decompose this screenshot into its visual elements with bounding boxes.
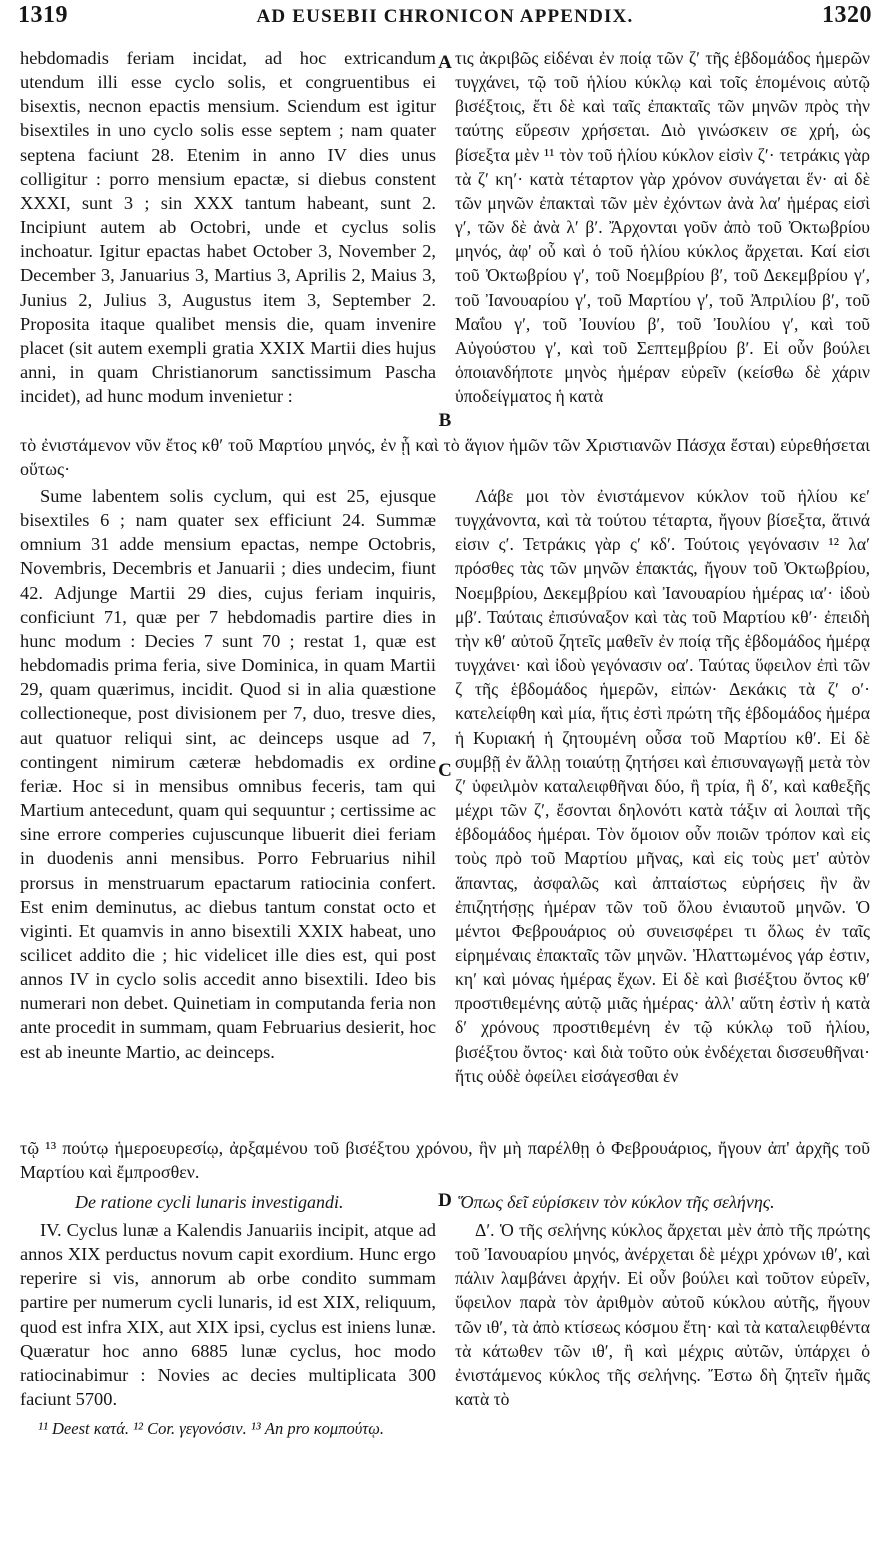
page-number-right: 1320 [822,2,872,28]
greek-column-top: τις ἀκριβῶς εἰδέναι ἐν ποίᾳ τῶν ζʹ τῆς ἑβδομάδος ἡμερῶν τυγχάνει, τῷ τοῦ ἡλίου κύκλῳ καὶ τοῖς ἑπομένοις αὐτῷ βισέξτοις, ἔτι δὲ καὶ ταῖς ἐπακταῖς τῶν μηνῶν πρὸς τὴν ταύτης εὕρεσιν χρήσεται. Διὸ γινώσκειν σε χρή, ὡς βίσεξτα μὲν ¹¹ τὸν τοῦ ἡλίου κύκλον εἰσὶν ζʹ· τετράκις γὰρ τὰ ζʹ κηʹ· κατὰ τέταρτον γὰρ χρόνον συνάγεται ἕν· αἱ δὲ τῶν μηνῶν ἐπακταὶ τῶν μὲν ἐχόντων ἀνὰ λαʹ ἡμέρας εἰσὶ γʹ, τῶν δὲ ἀνὰ λʹ βʹ. Ἄρχονται γοῦν ἀπὸ τοῦ Ὀκτωβρίου μηνός, ἀφ' οὗ καὶ ὁ τοῦ ἡλίου κύκλος ἄρχεται. Καί εἰσι τοῦ Ὀκτωβρίου γʹ, τοῦ Νοεμβρίου βʹ, τοῦ Δεκεμβρίου γʹ, τοῦ Ἰανουαρίου γʹ, τοῦ Μαρτίου γʹ, τοῦ Ἀπριλίου βʹ, τοῦ Μαΐου γʹ, τοῦ Ἰουνίου βʹ, τοῦ Ἰουλίου γʹ, καὶ τοῦ Αὐγούστου γʹ, καὶ τοῦ Σεπτεμβρίου βʹ. Εἰ οὖν βούλει ὁποιανδήποτε μηνὸς ἡμέραν εὑρεῖν (κείσθω δὲ χάριν ὑποδείγματος ἡ κατὰ [455,48,870,407]
running-header [18,2,872,36]
margin-marker-a: A [438,52,452,73]
margin-marker-b: B [438,410,452,431]
greek-column-bottom: Δʹ. Ὁ τῆς σελήνης κύκλος ἄρχεται μὲν ἀπὸ τῆς πρώτης τοῦ Ἰανουαρίου μηνός, ἀνέρχεται δὲ μέχρι χρόνων ιθʹ, καὶ πάλιν λαμβάνει ἀρχήν. Εἰ οὖν βούλει καὶ τοῦτον εὑρεῖν, ὕφειλον παρὰ τὸν ἀριθμὸν αὐτοῦ κύκλου αὐτῆς, ἤγουν τῶν ιθʹ, τὰ ἀπὸ κτίσεως κόσμου ἔτη· καὶ τὰ καταλειφθέντα τὰ κάτωθεν τῶν ιθʹ, ἢ καὶ μέχρις αὐτῶν, ὑπάρχει ὁ ἐνιστάμενος κύκλος τῆς σελήνης. Ἔστω δὴ ζητεῖν ἡμᾶς κατὰ τὸ [455,1220,870,1410]
latin-section-heading: De ratione cycli lunaris investigandi. [75,1192,344,1212]
page-number-left: 1319 [18,2,68,28]
latin-column-middle: Sume labentem solis cyclum, qui est 25, ejusque bisextiles 6 ; nam quater sex efficiunt 24. Summæ omnium 31 adde mensium epactas, nempe Octobris, Novembris, Decembris et Januarii ; dies undecim, fiunt 42. Adjunge Martii 29 dies, cujus feriam inquiris, conficiunt 71, quæ per 7 hebdomadis partire dies in hunc modum : Decies 7 sunt 70 ; restat 1, quæ est hebdomadis prima feria, sive Dominica, in quam Martii 29, quam quærimus, incidit. Quod si in alia quæstione collectioneque, post divisionem per 7, duo, tresve dies, aut quatuor reliqui sint, ac deinceps usque ad 7, contingent nimirum cæteræ hebdomadis ex ordine feriæ. Hoc si in mensibus omnibus feceris, tam qui Martium antecedunt, quam qui sequuntur ; certissime ac sine errore comperies cujuscunque libuerit diei feriam in duodenis anni mensibus. Porro Februarius nihil prorsus in menstruarum epactarum ratiocinia confert. Est enim deminutus, ac diebus tantum constat octo et viginti. Et quamvis in anno bisextili XXIX habeat, uno scilicet addito die ; hic videlicet ille dies est, qui post annos IV in cyclo solis accedit anno bisextili. Ideo bis numerari non debet. Quinetiam in computanda feria non ante procedit in summam, quam Februarius desierit, hoc est ab ineunte Martio, ac deinceps. [20,486,436,1062]
margin-marker-c: C [438,760,452,781]
margin-marker-d: D [438,1190,452,1211]
running-title: AD EUSEBII CHRONICON APPENDIX. [256,6,634,27]
latin-column-bottom: IV. Cyclus lunæ a Kalendis Januariis incipit, atque ad annos XIX perductus novum capit exordium. Hunc ergo reperire si vis, annorum ab orbe condito summam partire per numerum cycli lunaris, id est XIX, reliquum, quod est infra XIX, aut XIX ipsi, cyclus est iniens lunæ. Quæratur hoc anno 6885 lunæ cyclus, hoc modo ratiocinabimur : Novies ac decies multiplicata 300 faciunt 5700. [20,1220,436,1410]
bridge-text-1: τὸ ἐνιστάμενον νῦν ἔτος κθʹ τοῦ Μαρτίου μηνός, ἐν ᾗ καὶ τὸ ἅγιον ἡμῶν τῶν Χριστιανῶν Πάσχα ἔσται) εὑρεθήσεται οὕτως· [20,435,870,480]
footnotes: ¹¹ Deest κατά. ¹² Cor. γεγονόσιν. ¹³ An pro κομπούτῳ. [38,1419,384,1438]
greek-section-heading: Ὅπως δεῖ εὑρίσκειν τὸν κύκλον τῆς σελήνης. [458,1192,775,1212]
bridge-text-2: τῷ ¹³ πούτῳ ἡμεροευρεσίῳ, ἀρξαμένου τοῦ βισέξτου χρόνου, ἣν μὴ παρέλθῃ ὁ Φεβρουάριος, ἤγουν ἀπ' ἀρχῆς τοῦ Μαρτίου καὶ ἔμπροσθεν. [20,1138,870,1183]
latin-column-top: hebdomadis feriam incidat, ad hoc extricandum utendum illi esse cyclo solis, et congruentibus ei bisextis, necnon epactis mensium. Sciendum est igitur bisextiles in uno cyclo solis esse septem ; nam quater septena faciunt 28. Etenim in anno IV dies unus colligitur : porro mensium epactæ, si diebus constent XXXI, sunt 3 ; sin XXX tantum habeant, sunt 2. Incipiunt autem ab Octobri, unde et cyclus solis inchoatur. Igitur epactas habet October 3, November 2, December 3, Januarius 3, Martius 3, Aprilis 2, Maius 3, Junius 2, Julius 3, Augustus item 3, September 2. Proposita itaque qualibet mensis die, quam invenire placet (sit autem exempli gratia XXIX Martii dies hujus anni, in quam Christianorum sanctissimum Pascha incidet), ad hunc modum invenietur : [20,48,436,407]
greek-column-middle: Λάβε μοι τὸν ἐνιστάμενον κύκλον τοῦ ἡλίου κεʹ τυγχάνοντα, καὶ τὰ τούτου τέταρτα, ἤγουν βίσεξτα, ἅτινά εἰσιν ςʹ. Τετράκις γὰρ ςʹ κδʹ. Τούτοις γεγόνασιν ¹² λαʹ πρόσθες τὰς τῶν μηνῶν ἐπακτάς, ἤγουν τοῦ Ὀκτωβρίου, Νοεμβρίου, Δεκεμβρίου καὶ Ἰανουαρίου ἡμέρας ιαʹ· ἰδοὺ μβʹ. Ταύταις ἐπισύναξον καὶ τὰς τοῦ Μαρτίου κθʹ· ἐπειδὴ τὴν κθʹ αὐτοῦ ζητεῖς μαθεῖν ἐν ποίᾳ τῆς ἑβδομάδος ἡμέρᾳ τυγχάνει· καὶ ἰδοὺ γεγόνασιν οαʹ. Ταύτας ὕφειλον ἐπὶ τῶν ζ τῆς ἑβδομάδος ἡμερῶν, εἰπών· Δεκάκις τὰ ζʹ οʹ· κατελείφθη καὶ μία, ἥτις ἐστὶ πρώτη τῆς ἑβδομάδος ἡμέρα ἡ Κυριακή ἡ ζητουμένη οὖσα τοῦ Μαρτίου κθʹ. Εἰ δὲ συμβῇ ἐν ἄλλῃ τοιαύτῃ ζητήσει καὶ ἐπισυναγωγῇ μετὰ τὸν ζʹ ὑφειλμὸν καταλειφθῆναι δύο, ἢ τρία, ἢ δʹ, καὶ καθεξῆς μέχρι τῶν ζʹ, ἔσονται δηλονότι κατὰ τάξιν αἱ λοιπαὶ τῆς ἑβδομάδος ἡμέραι. Τὸν ὅμοιον οὖν ποιῶν τρόπον καὶ εἰς τοὺς πρὸ τοῦ Μαρτίου μῆνας, καὶ εἰς τοὺς μετ' αὐτὸν ἅπαντας, ἀσφαλῶς καὶ ἀπταίστως εὑρήσεις ἣν ἂν ἐπιζητήσῃς ἡμέραν τῶν τοῦ ὅλου ἐνιαυτοῦ μηνῶν. Ὁ μέντοι Φεβρουάριος οὐ συνεισφέρει τι ὅλως ἐν ταῖς εἰρημέναις ἐπακταῖς τῶν μηνῶν. Ἠλαττωμένος γάρ ἐστιν, κηʹ καὶ μόνας ἡμέρας ἔχων. Εἰ δὲ καὶ βισέξτου ὄντος κθʹ προστιθεμένης αὐτῷ μιᾶς ἡμέρας· ἀλλ' αὕτη ἐστὶν ἡ κατὰ δʹ χρόνους προστιθεμένη ἐν τῷ κύκλῳ τοῦ ἡλίου, βισέξτου ὄντος· καὶ διὰ τοῦτο οὐκ ἐνδέχεται δισσευθῆναι· ἥτις οὐδὲ ὀφείλει εἰσάγεσθαι ἐν [455,486,870,1086]
